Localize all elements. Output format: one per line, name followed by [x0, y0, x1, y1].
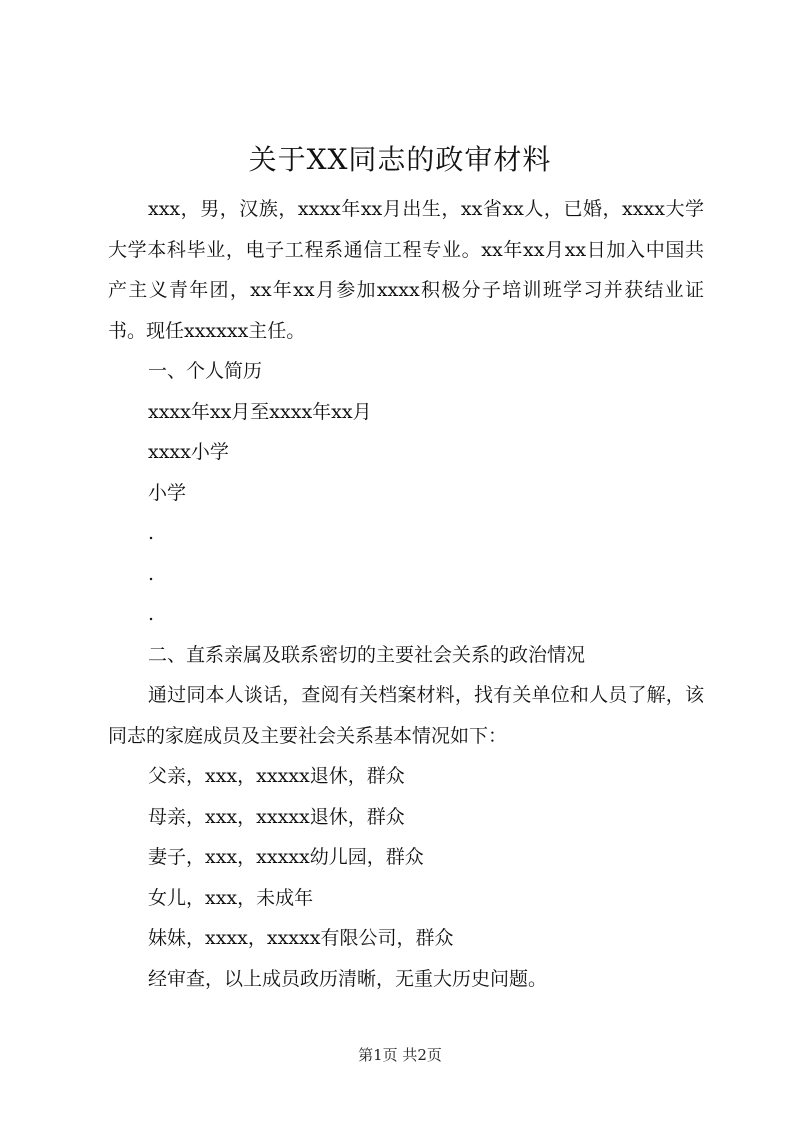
- resume-line: xxxx小学: [148, 441, 229, 463]
- relative-entry: 妻子，xxx，xxxxx幼儿园，群众: [148, 846, 424, 868]
- resume-line: xxxx年xx月至xxxx年xx月: [148, 400, 372, 423]
- document-body: [108, 189, 704, 999]
- intro-paragraph: xxx，男，汉族，xxxx年xx月出生，xx省xx人，已婚，xxxx大学大学本科毕业，电子工程系通信工程专业。xx年xx月xx日加入中国共产主义青年团，xx年xx月参加xxxx积极分子培训班学习并获结业证书。现任xxxxxx主任。: [108, 198, 704, 342]
- relative-entry: 妹妹，xxxx，xxxxx有限公司，群众: [148, 927, 454, 949]
- section-heading-relatives: 二、直系亲属及联系密切的主要社会关系的政治情况: [148, 643, 586, 666]
- resume-line: 小学: [148, 481, 187, 504]
- relatives-intro-paragraph: 通过同本人谈话，查阅有关档案材料，找有关单位和人员了解，该同志的家庭成员及主要社会关系基本情况如下：: [108, 684, 704, 747]
- section-heading-resume: 一、个人简历: [148, 360, 263, 382]
- resume-line: .: [148, 522, 155, 544]
- document-title: 关于XX同志的政审材料: [248, 143, 552, 176]
- relative-entry: 女儿，xxx，未成年: [148, 886, 314, 909]
- review-conclusion: 经审查，以上成员政历清晰，无重大历史问题。: [148, 967, 548, 990]
- relative-entry: 母亲，xxx，xxxxx退休，群众: [148, 805, 405, 828]
- relative-entry: 父亲，xxx，xxxxx退休，群众: [148, 765, 405, 787]
- resume-line: .: [148, 603, 155, 625]
- resume-line: .: [148, 562, 155, 585]
- page-number-footer: 第1页 共2页: [358, 1046, 442, 1064]
